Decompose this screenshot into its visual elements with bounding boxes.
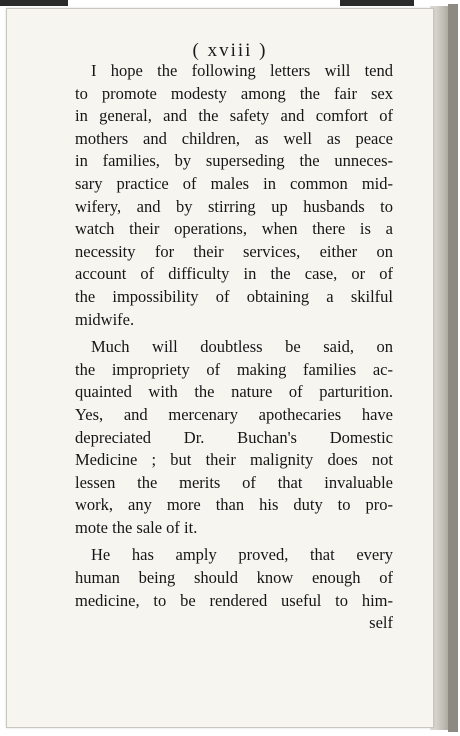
text-line: lessen the merits of that invaluable xyxy=(75,472,393,492)
text-line: Medicine ; but their malignity does not xyxy=(75,450,393,470)
text-line: midwife. xyxy=(75,309,135,329)
page-number-header: ( xviii ) xyxy=(192,40,268,61)
text-line: quainted with the nature of parturition. xyxy=(75,382,393,402)
text-line: depreciated Dr. Buchan's Domestic xyxy=(75,427,393,447)
text-line: He has amply proved, that every xyxy=(91,545,393,565)
text-line: to promote modesty among the fair sex xyxy=(75,83,393,103)
text-line: mothers and children, as well as peace xyxy=(75,128,393,148)
text-line: wifery, and by stirring up husbands to xyxy=(75,196,393,216)
text-line: Much will doubtless be said, on xyxy=(91,337,393,357)
text-line: account of difficulty in the case, or of xyxy=(75,264,393,284)
text-line: watch their operations, when there is a xyxy=(75,219,393,239)
text-line: in families, by superseding the unneces- xyxy=(75,151,393,171)
page-text xyxy=(75,60,393,635)
text-line: sary practice of males in common mid- xyxy=(75,173,393,193)
text-line: I hope the following letters will tend xyxy=(91,61,393,80)
text-line: Yes, and mercenary apothecaries have xyxy=(75,404,393,424)
page-spine-edge xyxy=(448,4,458,732)
text-line: human being should know enough of xyxy=(75,568,393,588)
text-line: necessity for their services, either on xyxy=(75,241,393,261)
text-line: work, any more than his duty to pro- xyxy=(75,495,393,515)
text-line: the impossibility of obtaining a skilful xyxy=(75,286,393,306)
text-line: in general, and the safety and comfort of xyxy=(75,106,393,126)
text-line: the impropriety of making families ac- xyxy=(75,359,393,379)
scan-corner-mark xyxy=(0,0,68,6)
text-line: medicine, to be rendered useful to him- xyxy=(75,590,393,610)
catchword: self xyxy=(369,613,393,633)
scan-corner-mark xyxy=(340,0,414,6)
text-line: mote the sale of it. xyxy=(75,517,198,537)
